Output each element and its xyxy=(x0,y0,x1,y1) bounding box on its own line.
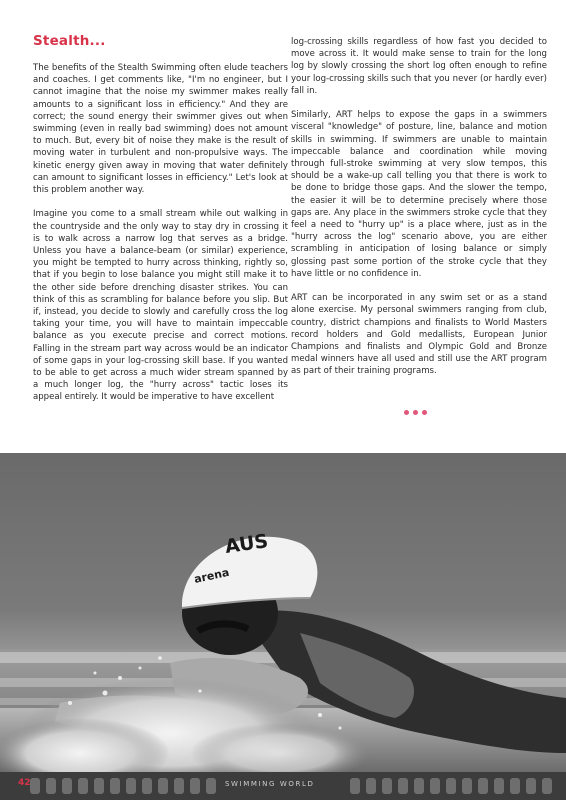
section-end-dots xyxy=(404,410,427,415)
paragraph: ART can be incorporated in any swim set or as a stand alone exercise. My personal swimmers ranging from club, country, district champions and finalists to World Masters record holders and Gold medallists, European Junior Champions and finalists and Olympic Gold and Bronze medal winners have all used and still use the ART program as part of their training programs. xyxy=(291,293,547,377)
paragraph: log-crossing skills regardless of how fast you decided to move across it. It would make sense to train for the long log by slowly crossing the short log often enough to refine your log-crossing skills such that you never (or hardly ever) fall in. xyxy=(291,37,547,96)
paragraph: The benefits of the Stealth Swimming often elude teachers and coaches. I get comments like, "I'm no engineer, but I cannot imagine that the noise my swimmer makes really amounts to a significant loss in efficiency." And they are correct; the sound energy their swimmer gives out when swimming (even in really bad swimming) does not amount to much. But, every bit of noise they make is the result of moving water in turbulent and non-propulsive ways. The kinetic energy given away in moving that water definitely can amount to significant losses in efficiency." Let's look at this problem another way. xyxy=(33,63,288,196)
dot xyxy=(422,410,427,415)
dot xyxy=(404,410,409,415)
left-column xyxy=(33,34,288,416)
right-column xyxy=(291,36,547,390)
paragraph: Imagine you come to a small stream while out walking in the countryside and the only way to stay dry in crossing it is to walk across a narrow log that serves as a bridge. Unless you have a balance-beam (or similar) experience, you might be tempted to hurry across thinking, rightly so, that if you begin to lose balance you might still make it to the other side before drenching disaster strikes. You can think of this as scrambling for balance before you slip. But if, instead, you decide to slowly and carefully cross the log taking your time, you will have to maintain impeccable balance as you execute precise and correct motions. Falling in the stream part way across would be an indicator of some gaps in your log-crossing skill base. If you wanted to be able to get across a much wider stream spanned by a much longer log, the "hurry across" tactic loses its appeal entirely. It would be imperative to have excellent xyxy=(33,209,288,403)
magazine-name: SWIMMING WORLD xyxy=(225,780,315,788)
dot xyxy=(413,410,418,415)
paragraph: Similarly, ART helps to expose the gaps in a swimmers visceral "knowledge" of posture, line, balance and motion skills in swimming. If swimmers are unable to maintain impeccable balance and coordination while moving through full-stroke swimming at very slow tempos, this should be a wake-up call telling you that there is work to be done to bridge those gaps. And the slower the tempo, the easier it will be to determine precisely where those gaps are. Any place in the swimmers stroke cycle that they feel a need to "hurry up" is a place where, just as in the "hurry across the log" scenario above, you are either scrambling in anticipation of losing balance or simply glossing past some portion of the stroke cycle that they have little or no confidence in. xyxy=(291,110,547,279)
swimmer-photo xyxy=(0,453,566,800)
cap-brand-text: arena xyxy=(192,565,231,586)
section-heading: Stealth... xyxy=(33,33,106,49)
swimmer-photo-graphic xyxy=(0,453,566,800)
cap-country-text: AUS xyxy=(223,530,270,558)
page-number: 42 xyxy=(18,778,31,788)
